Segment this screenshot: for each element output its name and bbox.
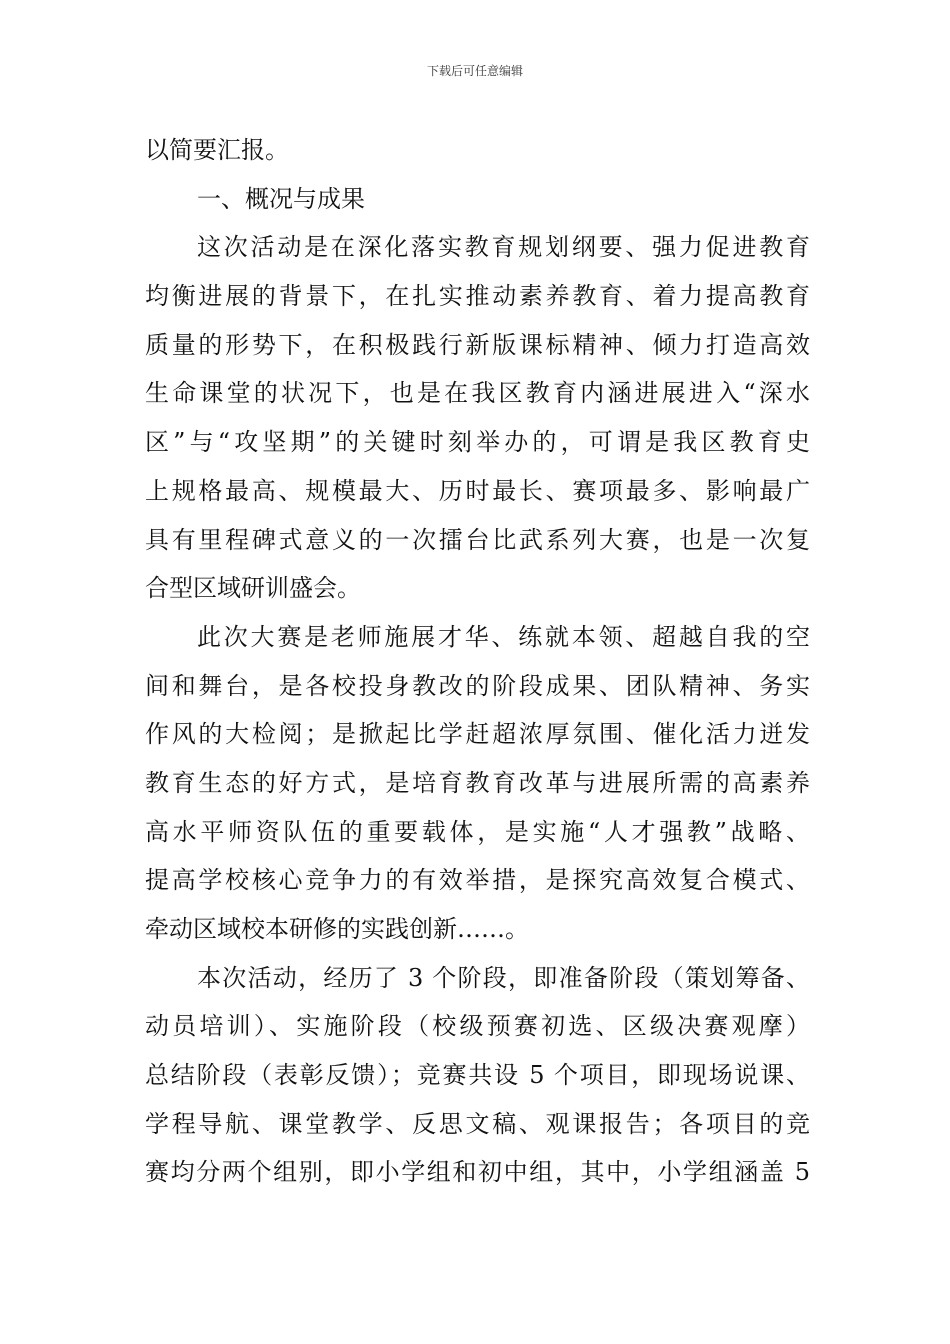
text-line: 赛均分两个组别，即小学组和初中组，其中，小学组涵盖 5 — [145, 1158, 810, 1187]
page-header: 下载后可任意编辑 — [426, 64, 523, 78]
text-line: 均衡进展的背景下，在扎实推动素养教育、着力提高教育 — [145, 282, 810, 311]
text-line: 动员培训）、实施阶段（校级预赛初选、区级决赛观摩） — [145, 1012, 810, 1041]
text-line: 间和舞台，是各校投身教改的阶段成果、团队精神、务实 — [145, 671, 810, 700]
text-line: 具有里程碑式意义的一次擂台比武系列大赛，也是一次复 — [145, 525, 810, 554]
text-line: 区”与“攻坚期”的关键时刻举办的，可谓是我区教育史 — [145, 428, 810, 457]
text-line: 作风的大检阅；是掀起比学赶超浓厚氛围、催化活力迸发 — [145, 720, 810, 749]
document-body — [145, 126, 810, 1197]
text-line: 生命课堂的状况下，也是在我区教育内涵进展进入“深水 — [145, 379, 810, 408]
text-line: 提高学校核心竞争力的有效举措，是探究高效复合模式、 — [145, 866, 810, 895]
text-line: 质量的形势下，在积极践行新版课标精神、倾力打造高效 — [145, 330, 810, 359]
text-line: 以简要汇报。 — [145, 136, 289, 164]
text-line: 一、概况与成果 — [197, 184, 365, 213]
text-line: 教育生态的好方式，是培育教育改革与进展所需的高素养 — [145, 768, 810, 797]
text-line: 牵动区域校本研修的实践创新……。 — [145, 915, 529, 943]
text-line: 学程导航、课堂教学、反思文稿、观课报告；各项目的竞 — [145, 1109, 810, 1138]
text-line: 高水平师资队伍的重要载体，是实施“人才强教”战略、 — [145, 817, 810, 846]
text-line: 总结阶段（表彰反馈）；竞赛共设 5 个项目，即现场说课、 — [145, 1061, 810, 1090]
text-line: 此次大赛是老师施展才华、练就本领、超越自我的空 — [197, 622, 810, 651]
text-line: 合型区域研训盛会。 — [145, 574, 361, 603]
text-line: 上规格最高、规模最大、历时最长、赛项最多、影响最广 — [145, 476, 810, 505]
text-line: 本次活动，经历了 3 个阶段，即准备阶段（策划筹备、 — [197, 963, 810, 992]
text-line: 这次活动是在深化落实教育规划纲要、强力促进教育 — [197, 233, 810, 262]
